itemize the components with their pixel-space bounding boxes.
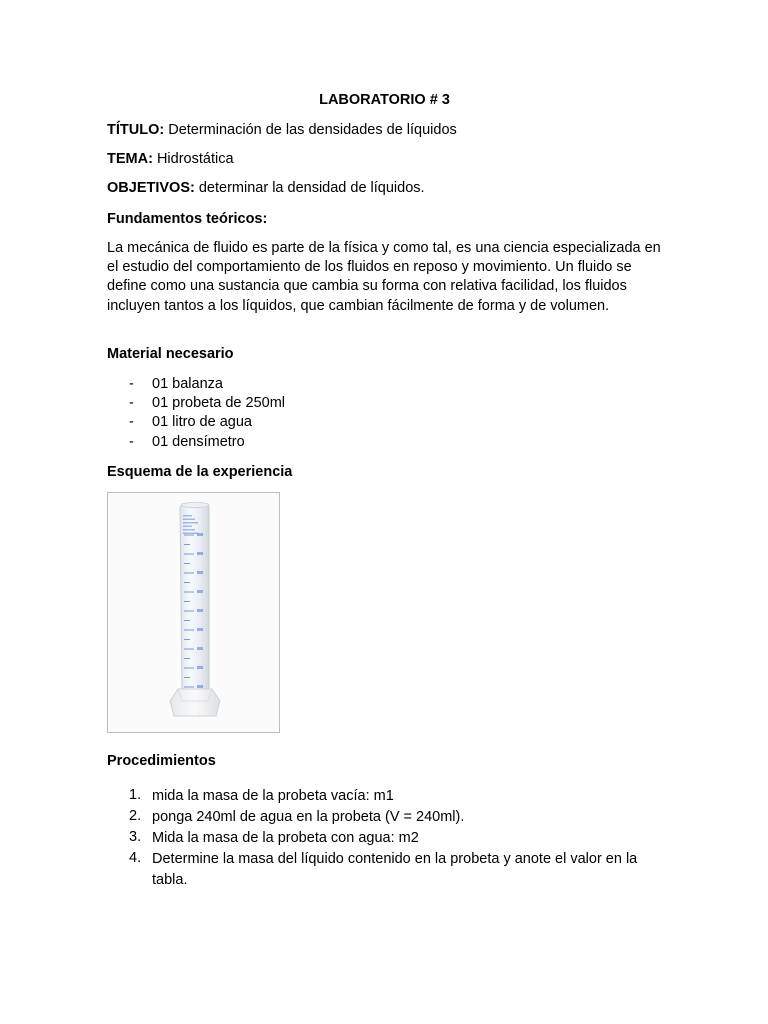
list-marker: - bbox=[129, 433, 134, 450]
graduation-number bbox=[197, 685, 203, 688]
titulo-value: Determinación de las densidades de líquidos bbox=[164, 122, 457, 138]
list-item-text: ponga 240ml de agua en la probeta (V = 240ml). bbox=[152, 809, 465, 825]
cylinder-label-print bbox=[183, 529, 195, 531]
list-marker: - bbox=[129, 395, 134, 412]
procedures-list bbox=[107, 786, 667, 891]
cylinder-label-print bbox=[183, 526, 192, 528]
list-item bbox=[107, 786, 667, 807]
titulo-label: TÍTULO: bbox=[107, 122, 165, 138]
graduation-number bbox=[197, 628, 203, 631]
cylinder-label-print bbox=[183, 519, 195, 521]
list-marker: - bbox=[129, 414, 134, 431]
list-item-text: 01 litro de agua bbox=[152, 414, 252, 431]
tema-label: TEMA: bbox=[107, 151, 153, 167]
list-number: 1. bbox=[129, 787, 142, 803]
graduation-number bbox=[197, 552, 203, 555]
objetivos-line bbox=[107, 179, 425, 198]
list-item-text: Determine la masa del líquido contenido en la probeta y anote el valor en la tabla. bbox=[152, 851, 638, 888]
experiment-figure bbox=[107, 492, 280, 733]
list-item bbox=[107, 807, 667, 828]
cylinder-label-print bbox=[183, 533, 198, 535]
list-item bbox=[107, 828, 667, 849]
list-number: 3. bbox=[129, 829, 142, 845]
tema-line bbox=[107, 150, 234, 169]
material-heading: Material necesario bbox=[107, 346, 234, 362]
graduation-number bbox=[197, 590, 203, 593]
list-item-text: 01 densímetro bbox=[152, 433, 245, 450]
titulo-line bbox=[107, 121, 457, 140]
graduation-number bbox=[197, 666, 203, 669]
graduation-number bbox=[197, 571, 203, 574]
cylinder-label-print bbox=[183, 515, 192, 517]
tema-value: Hidrostática bbox=[152, 151, 234, 167]
list-item bbox=[107, 849, 667, 891]
graduation-number bbox=[197, 609, 203, 612]
objetivos-value: determinar la densidad de líquidos. bbox=[194, 180, 425, 196]
list-marker: - bbox=[129, 376, 134, 392]
fundamentos-heading: Fundamentos teóricos: bbox=[107, 211, 268, 227]
graduation-number bbox=[197, 647, 203, 650]
graduated-cylinder-icon bbox=[108, 493, 279, 732]
page-title: LABORATORIO # 3 bbox=[319, 92, 450, 108]
cylinder-label-print bbox=[183, 522, 198, 524]
procedimientos-heading: Procedimientos bbox=[107, 753, 216, 769]
list-item-text: mida la masa de la probeta vacía: m1 bbox=[152, 788, 394, 804]
list-item-text: 01 probeta de 250ml bbox=[152, 395, 286, 412]
list-item-text: Mida la masa de la probeta con agua: m2 bbox=[152, 830, 419, 846]
list-item-text: 01 balanza bbox=[152, 376, 223, 392]
objetivos-label: OBJETIVOS: bbox=[107, 180, 195, 196]
list-number: 2. bbox=[129, 808, 142, 824]
list-number: 4. bbox=[129, 850, 142, 866]
fundamentos-paragraph: La mecánica de fluido es parte de la física y como tal, es una ciencia especializada en el estudio del comportamiento de los fluidos en reposo y movimiento. Un fluido se define como una sustancia que cambia su forma con relativa facilidad, los fluidos incluyen tantos a los líquidos, que cambian fácilmente de forma y de volumen. bbox=[107, 240, 661, 314]
esquema-heading: Esquema de la experiencia bbox=[107, 464, 293, 480]
